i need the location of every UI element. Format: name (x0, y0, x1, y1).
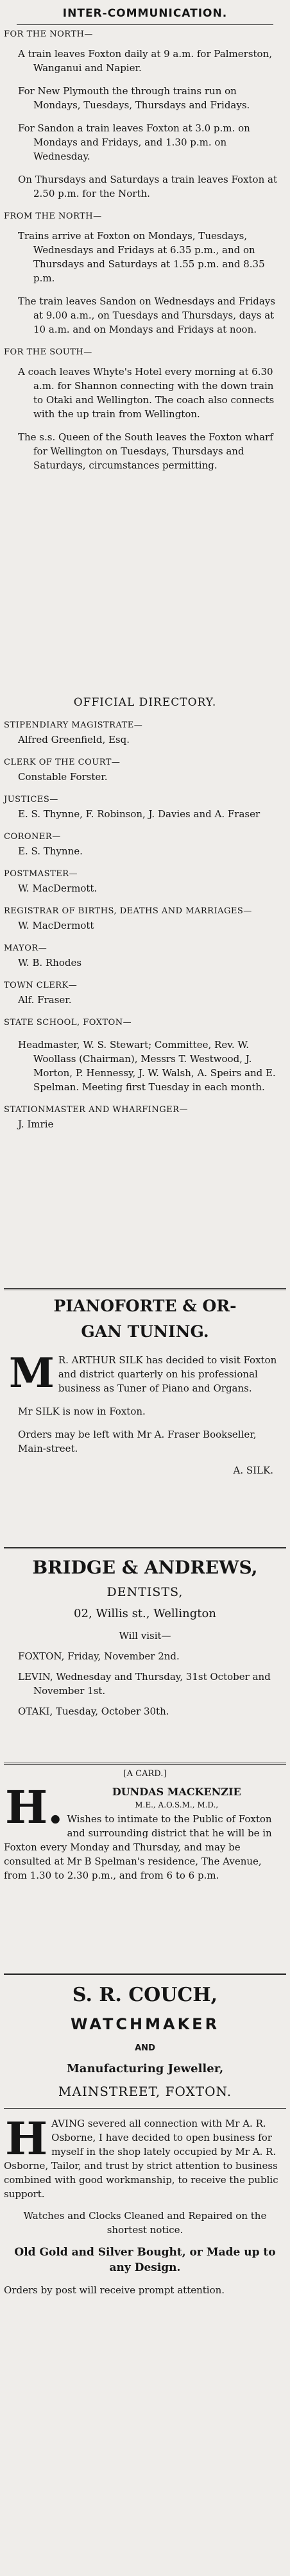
mackenzie-name: DUNDAS MACKENZIE (112, 1786, 241, 1798)
coroner-label: CORONER— (4, 832, 61, 842)
piano-orders: Orders may be left with Mr A. Fraser Bookseller, Main-street. (18, 1429, 257, 1454)
stationmaster-label: STATIONMASTER AND WHARFINGER— (4, 1105, 188, 1115)
couch-trade: WATCHMAKER (70, 2015, 220, 2033)
divider (4, 1763, 286, 1765)
registrar-label: REGISTRAR OF BIRTHS, DEATHS AND MARRIAGES— (4, 906, 252, 916)
dentists-advert (4, 1547, 286, 1718)
piano-title-line-2: GAN TUNING. (81, 1322, 209, 1341)
mackenzie-card (4, 1763, 286, 1882)
north-notice-2: For New Plymouth the through trains run on Mondays, Tuesdays, Thursdays and Fridays. (18, 85, 250, 111)
couch-address: MAINSTREET, FOXTON. (58, 2084, 232, 2099)
divider (4, 1288, 286, 1290)
north-notice-1: A train leaves Foxton daily at 9 a.m. for Palmerston, Wanganui and Napier. (18, 48, 273, 74)
couch-gold: Old Gold and Silver Bought, or Made up to any Design. (14, 2246, 276, 2274)
registrar-name: W. MacDermott (18, 920, 94, 931)
couch-trade-2: Manufacturing Jeweller, (66, 2062, 224, 2075)
official-directory-section (4, 695, 286, 1131)
south-notice-1: A coach leaves Whyte's Hotel every morning at 6.30 a.m. for Shannon connecting with the down train to Otaki and Wellington. The coach also connects with the up train from Wellington. (18, 366, 275, 420)
couch-advert (4, 1973, 286, 2297)
state-school-label: STATE SCHOOL, FOXTON— (4, 1018, 132, 1027)
divider (17, 24, 273, 25)
piano-title-line-1: PIANOFORTE & OR- (53, 1297, 237, 1315)
piano-now: Mr SILK is now in Foxton. (18, 1406, 146, 1417)
dentists-otaki: OTAKI, Tuesday, October 30th. (18, 1706, 169, 1717)
piano-body: R. ARTHUR SILK has decided to visit Foxton and district quarterly on his professional business as Tuner of Piano and Organs. (58, 1354, 277, 1394)
dentists-foxton: FOXTON, Friday, November 2nd. (18, 1650, 180, 1662)
dentists-visit: Will visit— (119, 1630, 171, 1641)
dentists-title: BRIDGE & ANDREWS, (32, 1557, 258, 1578)
justices-names: E. S. Thynne, F. Robinson, J. Davies and A. Fraser (18, 808, 260, 820)
north-notice-4: On Thursdays and Saturdays a train leaves Foxton at 2.50 p.m. for the North. (18, 174, 277, 199)
magistrate-name: Alfred Greenfield, Esq. (18, 734, 130, 745)
mayor-name: W. B. Rhodes (18, 957, 82, 968)
couch-and: AND (135, 2043, 155, 2053)
coroner-name: E. S. Thynne. (18, 845, 83, 857)
card-heading: [A CARD.] (123, 1769, 167, 1779)
divider (4, 1547, 286, 1549)
couch-name: S. R. COUCH, (72, 1984, 218, 2006)
mackenzie-body: Wishes to intimate to the Public of Foxton and surrounding district that he will be in Foxton every Monday and Thursday, and may be consulted at Mr B Spelman's residence, The Avenue, from 1.30 to 2.30 p.m., and from 6 to 6 p.m. (4, 1813, 272, 1881)
couch-orders: Orders by post will receive prompt attention. (4, 2284, 225, 2296)
state-school-details: Headmaster, W. S. Stewart; Committee, Rev. W. Woollass (Chairman), Messrs T. Westwood, J. Morton, P. Hennessy, J. W. Walsh, A. Speirs and E. Spelman. Meeting first Tuesday in each month. (18, 1039, 276, 1093)
south-notice-2: The s.s. Queen of the South leaves the Foxton wharf for Wellington on Tuesdays, Thursdays and Saturdays, circumstances permitting. (18, 431, 273, 471)
drop-cap: M (9, 1349, 55, 1397)
mayor-label: MAYOR— (4, 943, 47, 953)
from-north-label: FROM THE NORTH— (4, 212, 102, 221)
dentists-levin: LEVIN, Wednesday and Thursday, 31st October and November 1st. (18, 1671, 271, 1697)
inter-title: INTER-COMMUNICATION. (62, 7, 228, 20)
north-notice-3: For Sandon a train leaves Foxton at 3.0 p.m. on Mondays and Fridays, and 1.30 p.m. on Wednesday. (18, 122, 250, 162)
divider (4, 2108, 286, 2109)
drop-cap: H. (5, 1781, 64, 1834)
inter-communication-section (4, 6, 286, 472)
from-north-notice-1: Trains arrive at Foxton on Mondays, Tuesdays, Wednesdays and Fridays at 6.35 p.m., and on Thursdays and Saturdays at 1.55 p.m. and 8.35 p.m. (18, 230, 265, 284)
postmaster-name: W. MacDermott. (18, 883, 98, 894)
dentists-address: 02, Willis st., Wellington (74, 1607, 216, 1620)
justices-label: JUSTICES— (4, 795, 58, 804)
pianoforte-advert (4, 1288, 286, 1477)
piano-signature: A. SILK. (233, 1465, 273, 1476)
for-north-label: FOR THE NORTH— (4, 29, 93, 39)
dentists-subtitle: DENTISTS, (107, 1585, 183, 1599)
clerk-court-name: Constable Forster. (18, 771, 108, 783)
stationmaster-name: J. Imrie (18, 1118, 54, 1130)
town-clerk-name: Alf. Fraser. (18, 994, 72, 1006)
from-north-notice-2: The train leaves Sandon on Wednesdays and Fridays at 9.00 a.m., on Tuesdays and Thursdays, days at 10 a.m. and on Mondays and Fridays at noon. (18, 295, 275, 335)
magistrate-label: STIPENDIARY MAGISTRATE— (4, 720, 143, 730)
postmaster-label: POSTMASTER— (4, 869, 78, 879)
drop-cap: H (5, 2112, 48, 2165)
couch-clocks: Watches and Clocks Cleaned and Repaired on the shortest notice. (23, 2210, 267, 2236)
clerk-court-label: CLERK OF THE COURT— (4, 758, 121, 767)
official-title: OFFICIAL DIRECTORY. (73, 696, 217, 709)
mackenzie-qualifications: M.E., A.O.S.M., M.D., (135, 1800, 219, 1809)
town-clerk-label: TOWN CLERK— (4, 981, 78, 990)
couch-body: AVING severed all connection with Mr A. R. Osborne, I have decided to open business for myself in the shop lately occupied by Mr A. R. Osborne, Tailor, and trust by strict attention to business combined with good workmanship, to receive the public support. (4, 2118, 278, 2200)
for-south-label: FOR THE SOUTH— (4, 347, 92, 357)
divider (4, 1973, 286, 1975)
